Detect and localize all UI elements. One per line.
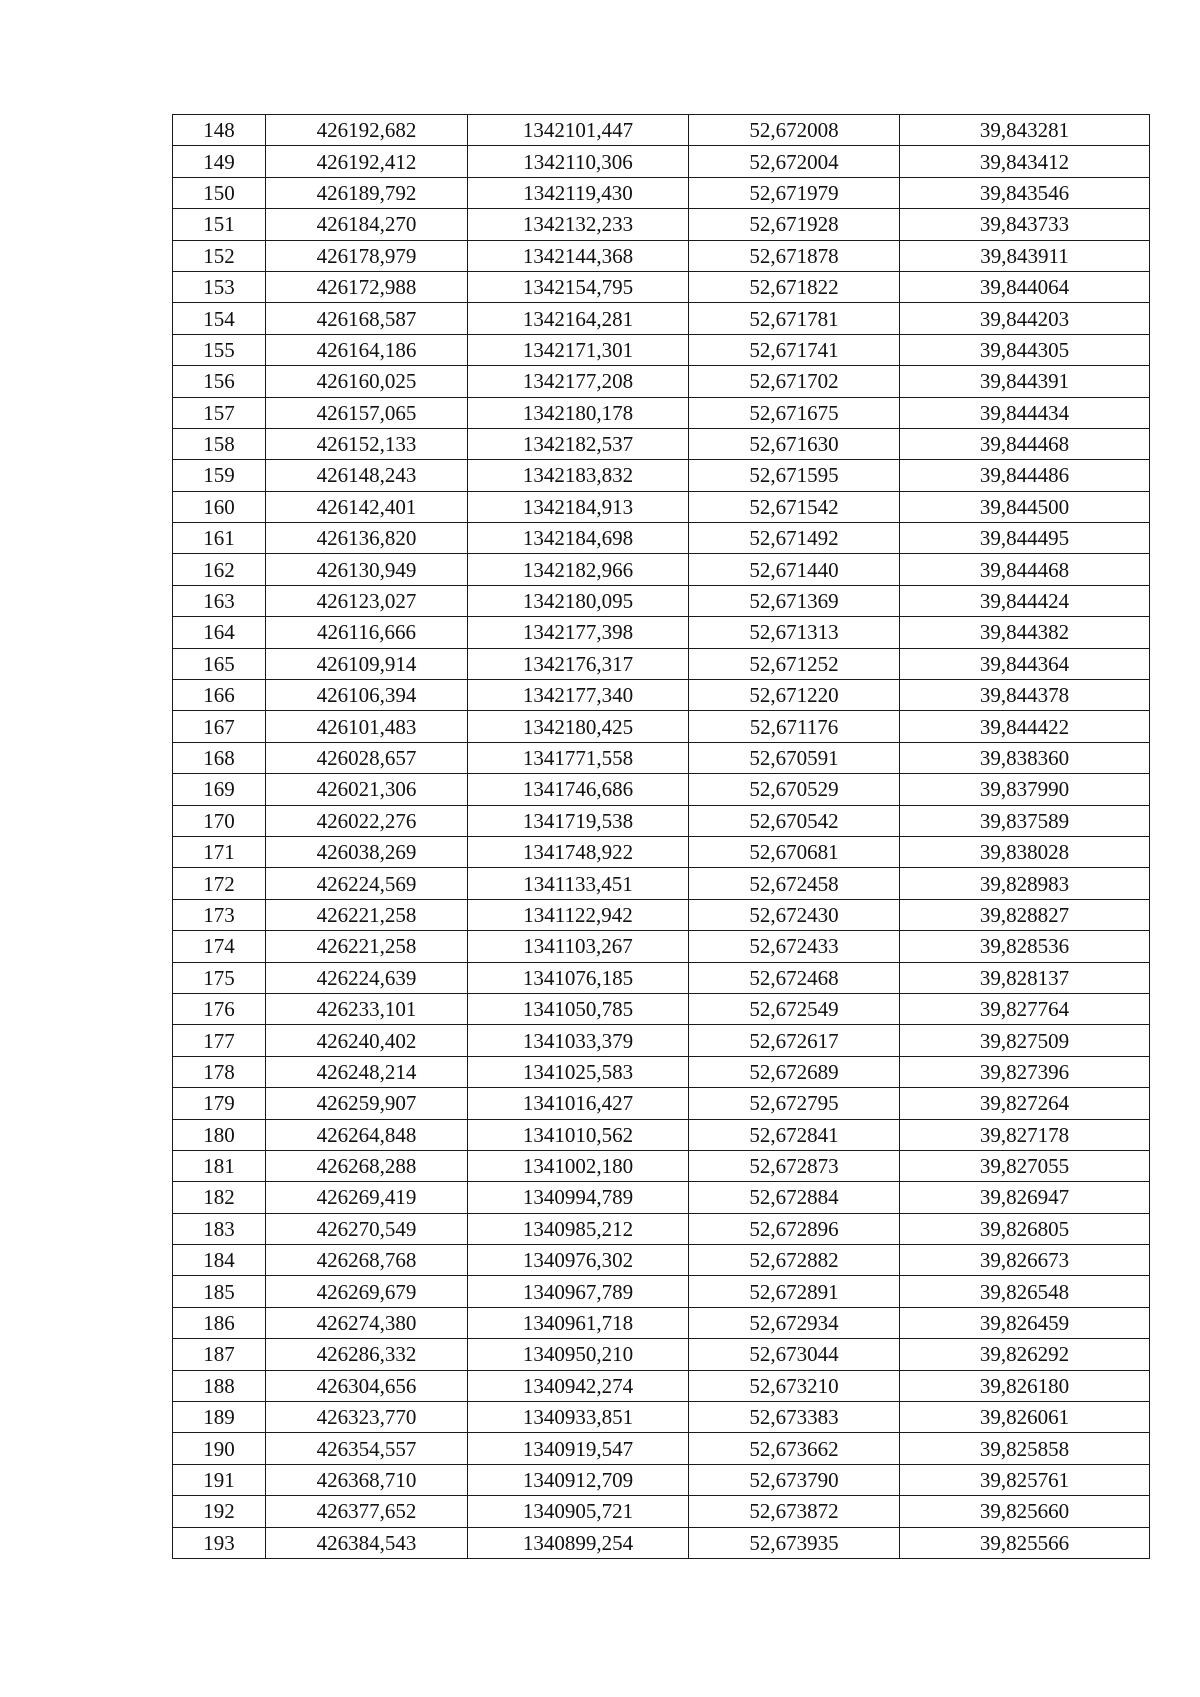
point-number-cell: 165 bbox=[173, 648, 266, 679]
table-row bbox=[173, 1433, 1150, 1464]
table-row bbox=[173, 1150, 1150, 1181]
table-row bbox=[173, 711, 1150, 742]
latitude-cell: 52,673044 bbox=[689, 1339, 900, 1370]
longitude-cell: 39,844378 bbox=[900, 680, 1150, 711]
latitude-cell: 52,672841 bbox=[689, 1119, 900, 1150]
point-number-cell: 162 bbox=[173, 554, 266, 585]
latitude-cell: 52,671928 bbox=[689, 209, 900, 240]
point-number-cell: 173 bbox=[173, 899, 266, 930]
x-coordinate-cell: 426168,587 bbox=[266, 303, 468, 334]
longitude-cell: 39,826673 bbox=[900, 1245, 1150, 1276]
y-coordinate-cell: 1342164,281 bbox=[468, 303, 689, 334]
table-row bbox=[173, 523, 1150, 554]
longitude-cell: 39,844382 bbox=[900, 617, 1150, 648]
latitude-cell: 52,671781 bbox=[689, 303, 900, 334]
table-row bbox=[173, 1088, 1150, 1119]
y-coordinate-cell: 1341010,562 bbox=[468, 1119, 689, 1150]
longitude-cell: 39,826548 bbox=[900, 1276, 1150, 1307]
point-number-cell: 189 bbox=[173, 1402, 266, 1433]
latitude-cell: 52,673790 bbox=[689, 1464, 900, 1495]
latitude-cell: 52,673383 bbox=[689, 1402, 900, 1433]
y-coordinate-cell: 1342144,368 bbox=[468, 240, 689, 271]
table-row bbox=[173, 1339, 1150, 1370]
y-coordinate-cell: 1340912,709 bbox=[468, 1464, 689, 1495]
longitude-cell: 39,844424 bbox=[900, 585, 1150, 616]
x-coordinate-cell: 426178,979 bbox=[266, 240, 468, 271]
y-coordinate-cell: 1341122,942 bbox=[468, 899, 689, 930]
point-number-cell: 182 bbox=[173, 1182, 266, 1213]
table-row bbox=[173, 836, 1150, 867]
y-coordinate-cell: 1342184,913 bbox=[468, 491, 689, 522]
table-row bbox=[173, 334, 1150, 365]
x-coordinate-cell: 426022,276 bbox=[266, 805, 468, 836]
x-coordinate-cell: 426286,332 bbox=[266, 1339, 468, 1370]
latitude-cell: 52,672004 bbox=[689, 146, 900, 177]
longitude-cell: 39,844305 bbox=[900, 334, 1150, 365]
table-row bbox=[173, 1182, 1150, 1213]
table-row bbox=[173, 648, 1150, 679]
latitude-cell: 52,671176 bbox=[689, 711, 900, 742]
latitude-cell: 52,672468 bbox=[689, 962, 900, 993]
point-number-cell: 154 bbox=[173, 303, 266, 334]
point-number-cell: 183 bbox=[173, 1213, 266, 1244]
x-coordinate-cell: 426259,907 bbox=[266, 1088, 468, 1119]
table-row bbox=[173, 209, 1150, 240]
x-coordinate-cell: 426233,101 bbox=[266, 993, 468, 1024]
point-number-cell: 171 bbox=[173, 836, 266, 867]
x-coordinate-cell: 426157,065 bbox=[266, 397, 468, 428]
point-number-cell: 156 bbox=[173, 366, 266, 397]
x-coordinate-cell: 426268,288 bbox=[266, 1150, 468, 1181]
table-row bbox=[173, 993, 1150, 1024]
x-coordinate-cell: 426264,848 bbox=[266, 1119, 468, 1150]
latitude-cell: 52,671252 bbox=[689, 648, 900, 679]
y-coordinate-cell: 1341050,785 bbox=[468, 993, 689, 1024]
x-coordinate-cell: 426269,679 bbox=[266, 1276, 468, 1307]
point-number-cell: 172 bbox=[173, 868, 266, 899]
point-number-cell: 170 bbox=[173, 805, 266, 836]
y-coordinate-cell: 1342177,340 bbox=[468, 680, 689, 711]
point-number-cell: 190 bbox=[173, 1433, 266, 1464]
point-number-cell: 184 bbox=[173, 1245, 266, 1276]
table-row bbox=[173, 428, 1150, 459]
y-coordinate-cell: 1341748,922 bbox=[468, 836, 689, 867]
x-coordinate-cell: 426304,656 bbox=[266, 1370, 468, 1401]
x-coordinate-cell: 426224,569 bbox=[266, 868, 468, 899]
longitude-cell: 39,844364 bbox=[900, 648, 1150, 679]
y-coordinate-cell: 1340950,210 bbox=[468, 1339, 689, 1370]
y-coordinate-cell: 1341103,267 bbox=[468, 931, 689, 962]
y-coordinate-cell: 1342110,306 bbox=[468, 146, 689, 177]
y-coordinate-cell: 1342184,698 bbox=[468, 523, 689, 554]
longitude-cell: 39,844468 bbox=[900, 428, 1150, 459]
table-row bbox=[173, 146, 1150, 177]
longitude-cell: 39,844468 bbox=[900, 554, 1150, 585]
x-coordinate-cell: 426269,419 bbox=[266, 1182, 468, 1213]
y-coordinate-cell: 1341025,583 bbox=[468, 1056, 689, 1087]
table-row bbox=[173, 1276, 1150, 1307]
latitude-cell: 52,671440 bbox=[689, 554, 900, 585]
x-coordinate-cell: 426377,652 bbox=[266, 1496, 468, 1527]
latitude-cell: 52,672689 bbox=[689, 1056, 900, 1087]
x-coordinate-cell: 426164,186 bbox=[266, 334, 468, 365]
longitude-cell: 39,827264 bbox=[900, 1088, 1150, 1119]
latitude-cell: 52,671741 bbox=[689, 334, 900, 365]
point-number-cell: 164 bbox=[173, 617, 266, 648]
latitude-cell: 52,673935 bbox=[689, 1527, 900, 1558]
x-coordinate-cell: 426136,820 bbox=[266, 523, 468, 554]
longitude-cell: 39,827178 bbox=[900, 1119, 1150, 1150]
point-number-cell: 177 bbox=[173, 1025, 266, 1056]
latitude-cell: 52,671595 bbox=[689, 460, 900, 491]
table-row bbox=[173, 585, 1150, 616]
x-coordinate-cell: 426038,269 bbox=[266, 836, 468, 867]
y-coordinate-cell: 1340985,212 bbox=[468, 1213, 689, 1244]
latitude-cell: 52,671630 bbox=[689, 428, 900, 459]
longitude-cell: 39,825858 bbox=[900, 1433, 1150, 1464]
point-number-cell: 186 bbox=[173, 1307, 266, 1338]
point-number-cell: 168 bbox=[173, 742, 266, 773]
latitude-cell: 52,672008 bbox=[689, 115, 900, 146]
table-row bbox=[173, 774, 1150, 805]
x-coordinate-cell: 426240,402 bbox=[266, 1025, 468, 1056]
x-coordinate-cell: 426109,914 bbox=[266, 648, 468, 679]
coordinates-table bbox=[172, 114, 1150, 1559]
y-coordinate-cell: 1341076,185 bbox=[468, 962, 689, 993]
point-number-cell: 148 bbox=[173, 115, 266, 146]
point-number-cell: 152 bbox=[173, 240, 266, 271]
longitude-cell: 39,825660 bbox=[900, 1496, 1150, 1527]
latitude-cell: 52,671369 bbox=[689, 585, 900, 616]
y-coordinate-cell: 1342101,447 bbox=[468, 115, 689, 146]
table-row bbox=[173, 1213, 1150, 1244]
point-number-cell: 179 bbox=[173, 1088, 266, 1119]
longitude-cell: 39,828536 bbox=[900, 931, 1150, 962]
x-coordinate-cell: 426172,988 bbox=[266, 271, 468, 302]
table-row bbox=[173, 1496, 1150, 1527]
table-row bbox=[173, 931, 1150, 962]
longitude-cell: 39,826180 bbox=[900, 1370, 1150, 1401]
y-coordinate-cell: 1342177,208 bbox=[468, 366, 689, 397]
x-coordinate-cell: 426116,666 bbox=[266, 617, 468, 648]
table-row bbox=[173, 271, 1150, 302]
point-number-cell: 192 bbox=[173, 1496, 266, 1527]
longitude-cell: 39,844391 bbox=[900, 366, 1150, 397]
longitude-cell: 39,827396 bbox=[900, 1056, 1150, 1087]
x-coordinate-cell: 426248,214 bbox=[266, 1056, 468, 1087]
table-row bbox=[173, 1307, 1150, 1338]
latitude-cell: 52,673210 bbox=[689, 1370, 900, 1401]
point-number-cell: 193 bbox=[173, 1527, 266, 1558]
table-row bbox=[173, 1402, 1150, 1433]
longitude-cell: 39,843281 bbox=[900, 115, 1150, 146]
y-coordinate-cell: 1342119,430 bbox=[468, 177, 689, 208]
table-row bbox=[173, 1056, 1150, 1087]
longitude-cell: 39,826061 bbox=[900, 1402, 1150, 1433]
x-coordinate-cell: 426130,949 bbox=[266, 554, 468, 585]
latitude-cell: 52,672795 bbox=[689, 1088, 900, 1119]
y-coordinate-cell: 1341746,686 bbox=[468, 774, 689, 805]
point-number-cell: 153 bbox=[173, 271, 266, 302]
y-coordinate-cell: 1340942,274 bbox=[468, 1370, 689, 1401]
y-coordinate-cell: 1342154,795 bbox=[468, 271, 689, 302]
longitude-cell: 39,844486 bbox=[900, 460, 1150, 491]
x-coordinate-cell: 426274,380 bbox=[266, 1307, 468, 1338]
table-row bbox=[173, 868, 1150, 899]
latitude-cell: 52,672884 bbox=[689, 1182, 900, 1213]
y-coordinate-cell: 1341016,427 bbox=[468, 1088, 689, 1119]
x-coordinate-cell: 426160,025 bbox=[266, 366, 468, 397]
x-coordinate-cell: 426028,657 bbox=[266, 742, 468, 773]
longitude-cell: 39,826947 bbox=[900, 1182, 1150, 1213]
point-number-cell: 187 bbox=[173, 1339, 266, 1370]
y-coordinate-cell: 1341771,558 bbox=[468, 742, 689, 773]
longitude-cell: 39,838360 bbox=[900, 742, 1150, 773]
longitude-cell: 39,838028 bbox=[900, 836, 1150, 867]
coordinates-table-body bbox=[173, 115, 1150, 1559]
latitude-cell: 52,671702 bbox=[689, 366, 900, 397]
x-coordinate-cell: 426123,027 bbox=[266, 585, 468, 616]
y-coordinate-cell: 1342180,178 bbox=[468, 397, 689, 428]
longitude-cell: 39,827764 bbox=[900, 993, 1150, 1024]
point-number-cell: 161 bbox=[173, 523, 266, 554]
longitude-cell: 39,825566 bbox=[900, 1527, 1150, 1558]
longitude-cell: 39,826459 bbox=[900, 1307, 1150, 1338]
x-coordinate-cell: 426142,401 bbox=[266, 491, 468, 522]
y-coordinate-cell: 1340967,789 bbox=[468, 1276, 689, 1307]
latitude-cell: 52,673662 bbox=[689, 1433, 900, 1464]
table-row bbox=[173, 397, 1150, 428]
latitude-cell: 52,672617 bbox=[689, 1025, 900, 1056]
longitude-cell: 39,844422 bbox=[900, 711, 1150, 742]
longitude-cell: 39,827055 bbox=[900, 1150, 1150, 1181]
longitude-cell: 39,825761 bbox=[900, 1464, 1150, 1495]
y-coordinate-cell: 1340994,789 bbox=[468, 1182, 689, 1213]
latitude-cell: 52,671313 bbox=[689, 617, 900, 648]
x-coordinate-cell: 426021,306 bbox=[266, 774, 468, 805]
x-coordinate-cell: 426106,394 bbox=[266, 680, 468, 711]
longitude-cell: 39,844434 bbox=[900, 397, 1150, 428]
table-row bbox=[173, 1245, 1150, 1276]
y-coordinate-cell: 1342132,233 bbox=[468, 209, 689, 240]
point-number-cell: 185 bbox=[173, 1276, 266, 1307]
y-coordinate-cell: 1340933,851 bbox=[468, 1402, 689, 1433]
point-number-cell: 188 bbox=[173, 1370, 266, 1401]
table-row bbox=[173, 491, 1150, 522]
table-row bbox=[173, 805, 1150, 836]
latitude-cell: 52,671878 bbox=[689, 240, 900, 271]
y-coordinate-cell: 1340905,721 bbox=[468, 1496, 689, 1527]
y-coordinate-cell: 1342176,317 bbox=[468, 648, 689, 679]
table-row bbox=[173, 366, 1150, 397]
y-coordinate-cell: 1342182,966 bbox=[468, 554, 689, 585]
table-row bbox=[173, 617, 1150, 648]
latitude-cell: 52,673872 bbox=[689, 1496, 900, 1527]
table-row bbox=[173, 680, 1150, 711]
table-row bbox=[173, 1025, 1150, 1056]
x-coordinate-cell: 426368,710 bbox=[266, 1464, 468, 1495]
latitude-cell: 52,671822 bbox=[689, 271, 900, 302]
y-coordinate-cell: 1342177,398 bbox=[468, 617, 689, 648]
point-number-cell: 181 bbox=[173, 1150, 266, 1181]
x-coordinate-cell: 426224,639 bbox=[266, 962, 468, 993]
point-number-cell: 163 bbox=[173, 585, 266, 616]
latitude-cell: 52,670542 bbox=[689, 805, 900, 836]
x-coordinate-cell: 426192,412 bbox=[266, 146, 468, 177]
x-coordinate-cell: 426268,768 bbox=[266, 1245, 468, 1276]
latitude-cell: 52,672458 bbox=[689, 868, 900, 899]
latitude-cell: 52,672882 bbox=[689, 1245, 900, 1276]
table-row bbox=[173, 115, 1150, 146]
latitude-cell: 52,671675 bbox=[689, 397, 900, 428]
x-coordinate-cell: 426189,792 bbox=[266, 177, 468, 208]
table-row bbox=[173, 303, 1150, 334]
y-coordinate-cell: 1340919,547 bbox=[468, 1433, 689, 1464]
longitude-cell: 39,827509 bbox=[900, 1025, 1150, 1056]
table-row bbox=[173, 1527, 1150, 1558]
point-number-cell: 150 bbox=[173, 177, 266, 208]
latitude-cell: 52,670681 bbox=[689, 836, 900, 867]
y-coordinate-cell: 1342183,832 bbox=[468, 460, 689, 491]
longitude-cell: 39,843911 bbox=[900, 240, 1150, 271]
x-coordinate-cell: 426152,133 bbox=[266, 428, 468, 459]
point-number-cell: 157 bbox=[173, 397, 266, 428]
latitude-cell: 52,671492 bbox=[689, 523, 900, 554]
table-row bbox=[173, 1464, 1150, 1495]
table-row bbox=[173, 1370, 1150, 1401]
latitude-cell: 52,671542 bbox=[689, 491, 900, 522]
table-row bbox=[173, 962, 1150, 993]
point-number-cell: 191 bbox=[173, 1464, 266, 1495]
x-coordinate-cell: 426184,270 bbox=[266, 209, 468, 240]
point-number-cell: 151 bbox=[173, 209, 266, 240]
longitude-cell: 39,844500 bbox=[900, 491, 1150, 522]
y-coordinate-cell: 1341719,538 bbox=[468, 805, 689, 836]
latitude-cell: 52,672430 bbox=[689, 899, 900, 930]
latitude-cell: 52,671220 bbox=[689, 680, 900, 711]
point-number-cell: 158 bbox=[173, 428, 266, 459]
longitude-cell: 39,837589 bbox=[900, 805, 1150, 836]
longitude-cell: 39,826805 bbox=[900, 1213, 1150, 1244]
latitude-cell: 52,672873 bbox=[689, 1150, 900, 1181]
table-row bbox=[173, 742, 1150, 773]
longitude-cell: 39,844203 bbox=[900, 303, 1150, 334]
point-number-cell: 176 bbox=[173, 993, 266, 1024]
point-number-cell: 167 bbox=[173, 711, 266, 742]
table-row bbox=[173, 554, 1150, 585]
x-coordinate-cell: 426221,258 bbox=[266, 899, 468, 930]
longitude-cell: 39,844495 bbox=[900, 523, 1150, 554]
table-row bbox=[173, 460, 1150, 491]
x-coordinate-cell: 426354,557 bbox=[266, 1433, 468, 1464]
x-coordinate-cell: 426323,770 bbox=[266, 1402, 468, 1433]
x-coordinate-cell: 426384,543 bbox=[266, 1527, 468, 1558]
x-coordinate-cell: 426192,682 bbox=[266, 115, 468, 146]
longitude-cell: 39,843733 bbox=[900, 209, 1150, 240]
x-coordinate-cell: 426270,549 bbox=[266, 1213, 468, 1244]
point-number-cell: 180 bbox=[173, 1119, 266, 1150]
x-coordinate-cell: 426101,483 bbox=[266, 711, 468, 742]
x-coordinate-cell: 426148,243 bbox=[266, 460, 468, 491]
y-coordinate-cell: 1341002,180 bbox=[468, 1150, 689, 1181]
latitude-cell: 52,672891 bbox=[689, 1276, 900, 1307]
point-number-cell: 159 bbox=[173, 460, 266, 491]
longitude-cell: 39,843546 bbox=[900, 177, 1150, 208]
point-number-cell: 178 bbox=[173, 1056, 266, 1087]
y-coordinate-cell: 1340976,302 bbox=[468, 1245, 689, 1276]
longitude-cell: 39,826292 bbox=[900, 1339, 1150, 1370]
y-coordinate-cell: 1342171,301 bbox=[468, 334, 689, 365]
longitude-cell: 39,844064 bbox=[900, 271, 1150, 302]
latitude-cell: 52,670529 bbox=[689, 774, 900, 805]
x-coordinate-cell: 426221,258 bbox=[266, 931, 468, 962]
latitude-cell: 52,671979 bbox=[689, 177, 900, 208]
longitude-cell: 39,837990 bbox=[900, 774, 1150, 805]
latitude-cell: 52,672934 bbox=[689, 1307, 900, 1338]
longitude-cell: 39,843412 bbox=[900, 146, 1150, 177]
point-number-cell: 166 bbox=[173, 680, 266, 711]
y-coordinate-cell: 1340899,254 bbox=[468, 1527, 689, 1558]
latitude-cell: 52,672433 bbox=[689, 931, 900, 962]
point-number-cell: 175 bbox=[173, 962, 266, 993]
point-number-cell: 160 bbox=[173, 491, 266, 522]
table-row bbox=[173, 177, 1150, 208]
longitude-cell: 39,828827 bbox=[900, 899, 1150, 930]
table-row bbox=[173, 1119, 1150, 1150]
longitude-cell: 39,828983 bbox=[900, 868, 1150, 899]
y-coordinate-cell: 1342180,095 bbox=[468, 585, 689, 616]
latitude-cell: 52,672896 bbox=[689, 1213, 900, 1244]
longitude-cell: 39,828137 bbox=[900, 962, 1150, 993]
point-number-cell: 169 bbox=[173, 774, 266, 805]
y-coordinate-cell: 1342182,537 bbox=[468, 428, 689, 459]
y-coordinate-cell: 1341033,379 bbox=[468, 1025, 689, 1056]
table-row bbox=[173, 240, 1150, 271]
y-coordinate-cell: 1341133,451 bbox=[468, 868, 689, 899]
point-number-cell: 155 bbox=[173, 334, 266, 365]
y-coordinate-cell: 1340961,718 bbox=[468, 1307, 689, 1338]
point-number-cell: 174 bbox=[173, 931, 266, 962]
point-number-cell: 149 bbox=[173, 146, 266, 177]
table-row bbox=[173, 899, 1150, 930]
y-coordinate-cell: 1342180,425 bbox=[468, 711, 689, 742]
latitude-cell: 52,670591 bbox=[689, 742, 900, 773]
latitude-cell: 52,672549 bbox=[689, 993, 900, 1024]
